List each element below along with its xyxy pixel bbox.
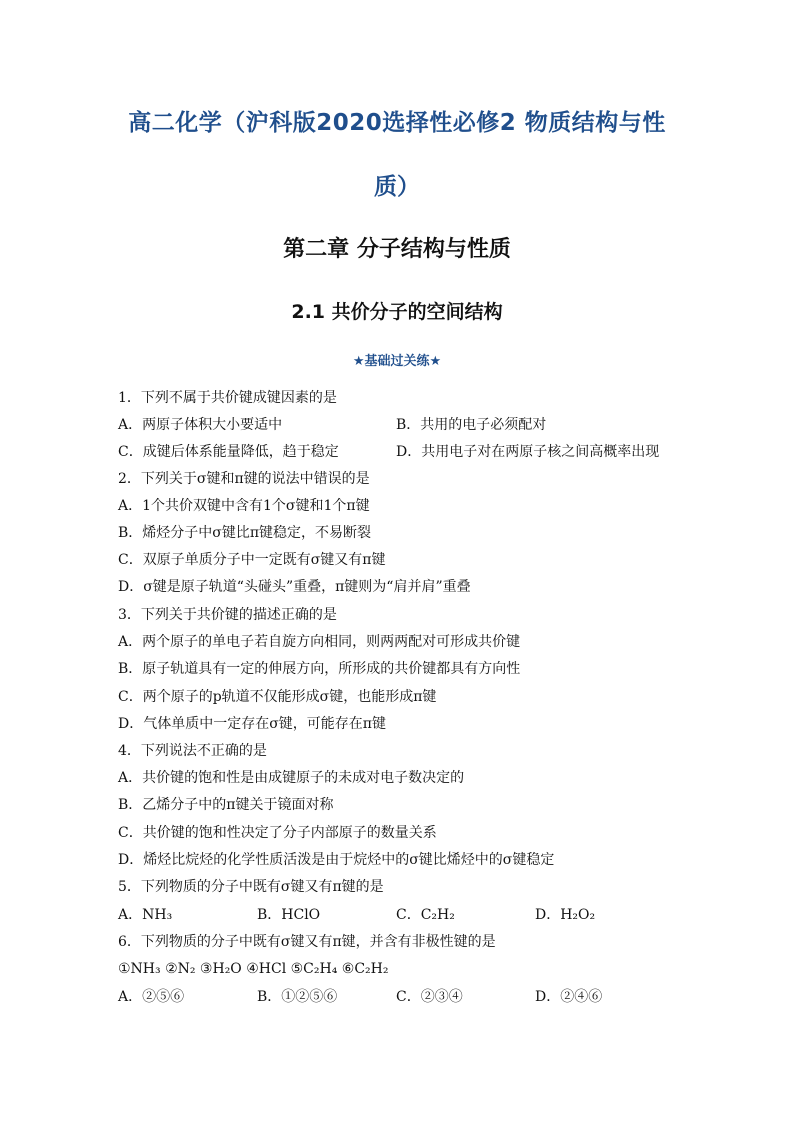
question-4-option-b: B．乙烯分子中的π键关于镜面对称	[118, 797, 334, 813]
question-5-option-a: A．NH₃	[118, 907, 173, 923]
section-title: 2.1 共价分子的空间结构	[291, 301, 503, 323]
question-1-option-b: B．共用的电子必须配对	[396, 417, 547, 433]
question-2-option-c: C．双原子单质分子中一定既有σ键又有π键	[118, 552, 386, 568]
question-4-option-a: A．共价键的饱和性是由成键原子的未成对电子数决定的	[118, 770, 465, 786]
document-title-line1: 高二化学（沪科版2020选择性必修2 物质结构与性	[128, 110, 666, 136]
exercise-section-label: ★基础过关练★	[352, 354, 442, 369]
question-4-option-c: C．共价键的饱和性决定了分子内部原子的数量关系	[118, 825, 437, 841]
question-2-option-d: D．σ键是原子轨道“头碰头”重叠，π键则为“肩并肩”重叠	[118, 579, 471, 595]
question-5-option-d: D．H₂O₂	[535, 907, 596, 923]
question-3-option-a: A．两个原子的单电子若自旋方向相同，则两两配对可形成共价键	[118, 634, 521, 650]
question-4-stem: 4．下列说法不正确的是	[118, 743, 267, 759]
question-1-stem: 1．下列不属于共价键成键因素的是	[118, 390, 337, 406]
question-6-substance-list: ①NH₃ ②N₂ ③H₂O ④HCl ⑤C₂H₄ ⑥C₂H₂	[118, 961, 389, 977]
chapter-title: 第二章 分子结构与性质	[283, 237, 511, 262]
question-6-option-a: A．②⑤⑥	[118, 989, 185, 1005]
question-1-option-a: A．两原子体积大小要适中	[118, 417, 283, 433]
question-6-stem: 6．下列物质的分子中既有σ键又有π键，并含有非极性键的是	[118, 934, 496, 950]
question-5-option-b: B．HClO	[257, 907, 321, 923]
question-3-option-c: C．两个原子的p轨道不仅能形成σ键，也能形成π键	[118, 689, 437, 705]
question-2-option-b: B．烯烃分子中σ键比π键稳定，不易断裂	[118, 525, 372, 541]
question-6-option-d: D．②④⑥	[535, 989, 603, 1005]
question-5-option-c: C．C₂H₂	[396, 907, 455, 923]
document-title-line2: 质）	[374, 174, 420, 200]
question-6-option-b: B．①②⑤⑥	[257, 989, 338, 1005]
question-6-option-c: C．②③④	[396, 989, 463, 1005]
question-3-option-d: D．气体单质中一定存在σ键，可能存在π键	[118, 716, 386, 732]
question-3-stem: 3．下列关于共价键的描述正确的是	[118, 607, 337, 623]
question-2-option-a: A．1个共价双键中含有1个σ键和1个π键	[118, 498, 370, 514]
question-4-option-d: D．烯烃比烷烃的化学性质活泼是由于烷烃中的σ键比烯烃中的σ键稳定	[118, 852, 555, 868]
question-5-stem: 5．下列物质的分子中既有σ键又有π键的是	[118, 879, 384, 895]
question-1-option-c: C．成键后体系能量降低，趋于稳定	[118, 444, 339, 460]
question-2-stem: 2．下列关于σ键和π键的说法中错误的是	[118, 471, 370, 487]
question-3-option-b: B．原子轨道具有一定的伸展方向，所形成的共价键都具有方向性	[118, 661, 521, 677]
question-1-option-d: D．共用电子对在两原子核之间高概率出现	[396, 444, 660, 460]
